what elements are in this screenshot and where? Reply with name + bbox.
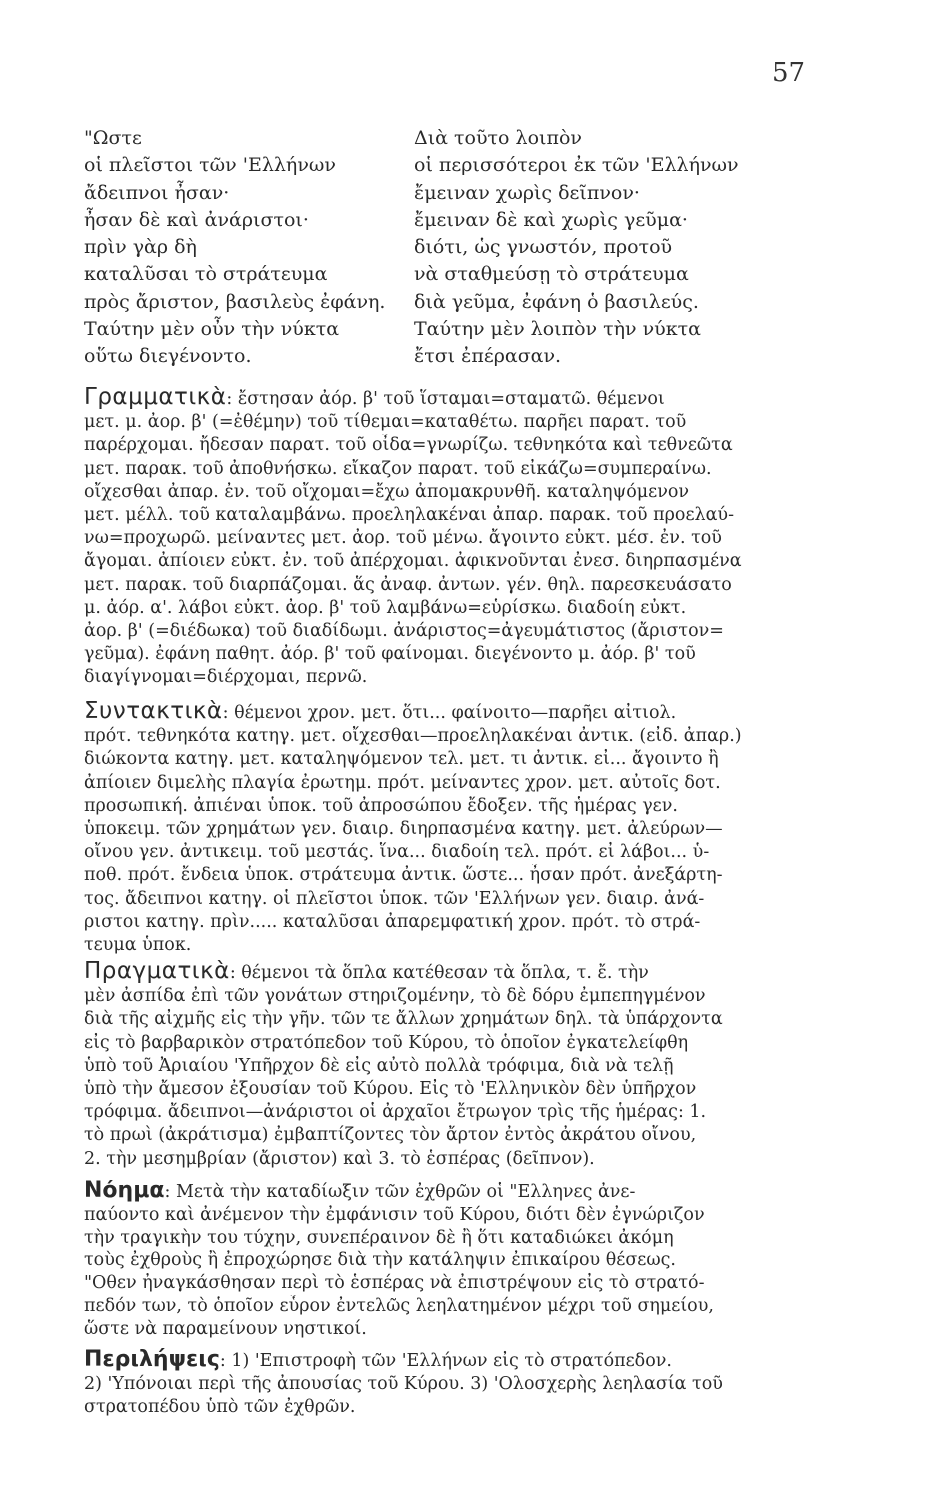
section-line: ὑποκειμ. τῶν χρημάτων γεν. διαιρ. διηρπασμένα κατηγ. μετ. ἀλεύρων—: [84, 819, 723, 840]
section-line: παύοντο καὶ ἀνέμενον τὴν ἐμφάνισιν τοῦ Κύρου, διότι δὲν ἐγνώριζον: [84, 1204, 705, 1225]
section-heading: Γραμματικὰ: [84, 386, 227, 410]
section-line: στρατοπέδου ὑπὸ τῶν ἐχθρῶν.: [84, 1397, 356, 1418]
section-text: : ἔστησαν ἀόρ. β' τοῦ ἵσταμαι=σταματῶ. θέμενοι: [226, 389, 665, 409]
ancient-line: ἦσαν δὲ καὶ ἀνάριστοι·: [84, 208, 309, 231]
section-heading: Πραγματικὰ: [84, 960, 230, 984]
section-line: μετ. μέλλ. τοῦ καταλαμβάνω. προεληλακέναι ἀπαρ. παρακ. τοῦ προελαύ-: [84, 505, 734, 526]
section-line: ριστοι κατηγ. πρὶν..... καταλῦσαι ἀπαρεμφατική χρον. πρότ. τὸ στρά-: [84, 911, 701, 932]
page-number: 57: [772, 58, 806, 88]
section-text: : Μετὰ τὴν καταδίωξιν τῶν ἐχθρῶν οἱ "Ελληνες ἀνε-: [164, 1182, 636, 1202]
translation-line: ἔτσι ἐπέρασαν.: [414, 345, 562, 368]
section-line: τοὺς ἐχθροὺς ἢ ἐπροχώρησε διὰ τὴν κατάληψιν ἐπικαίρου θέσεως.: [84, 1250, 676, 1271]
section-line: ὥστε νὰ παραμείνουν νηστικοί.: [84, 1318, 367, 1339]
ancient-line: οὕτω διεγένοντο.: [84, 345, 252, 368]
section-line: διαγίγνομαι=διέρχομαι, περνῶ.: [84, 667, 368, 688]
ancient-line: "Ωστε: [84, 127, 142, 149]
section-line: οἴνου γεν. ἀντικειμ. τοῦ μεστάς. ἵνα... διαδοίη τελ. πρότ. εἰ λάβοι... ὑ-: [84, 842, 710, 863]
section-line: εἰς τὸ βαρβαρικὸν στρατόπεδον τοῦ Κύρου, τὸ ὁποῖον ἐγκατελείφθη: [84, 1032, 689, 1053]
section-line: ποθ. πρότ. ἔνδεια ὑποκ. στράτευμα ἀντικ. ὥστε... ἦσαν πρότ. ἀνεξάρτη-: [84, 865, 723, 886]
section-line: τὴν τραγικὴν του τύχην, συνεπέραινον δὲ ἢ ὅτι καταδιώκει ἀκόμη: [84, 1227, 674, 1248]
section-line: διώκοντα κατηγ. μετ. καταληψόμενον τελ. μετ. τι ἀντικ. εἰ... ἄγοιντο ἢ: [84, 749, 719, 770]
translation-line: διότι, ὡς γνωστόν, προτοῦ: [414, 236, 673, 259]
ancient-line: ἄδειπνοι ἦσαν·: [84, 181, 230, 204]
section-text: : θέμενοι τὰ ὅπλα κατέθεσαν τὰ ὅπλα, τ. ἔ. τὴν: [229, 963, 649, 983]
section-line: μ. ἀόρ. α'. λάβοι εὐκτ. ἀορ. β' τοῦ λαμβάνω=εὑρίσκω. διαδοίη εὐκτ.: [84, 597, 687, 618]
section-line: ὑπὸ τοῦ Ἀριαίου 'Υπῆρχον δὲ εἰς αὐτὸ πολλὰ τρόφιμα, διὰ νὰ τελῇ: [84, 1055, 674, 1076]
section-line: [84, 386, 844, 411]
section-line: τρόφιμα. ἄδειπνοι—ἀνάριστοι οἱ ἀρχαῖοι ἔτρωγον τρὶς τῆς ἡμέρας: 1.: [84, 1102, 707, 1123]
section-text: : θέμενοι χρον. μετ. ὅτι... φαίνοιτο—παρῆει αἰτιολ.: [222, 703, 677, 723]
section-line: ἀορ. β' (=διέδωκα) τοῦ διαδίδωμι. ἀνάριστος=ἀγευμάτιστος (ἄριστον=: [84, 621, 724, 642]
syntax-notes-section: [84, 700, 844, 957]
section-line: μετ. παρακ. τοῦ ἀποθνήσκω. εἴκαζον παρατ. τοῦ εἰκάζω=συμπεραίνω.: [84, 458, 712, 479]
meaning-section: [84, 1180, 844, 1341]
section-line: τὸ πρωὶ (ἀκράτισμα) ἐμβαπτίζοντες τὸν ἄρτον ἐντὸς ἀκράτου οἴνου,: [84, 1125, 697, 1146]
section-line: ἄγομαι. ἀπίοιεν εὐκτ. ἐν. τοῦ ἀπέρχομαι. ἀφικνοῦνται ἐνεσ. διηρπασμένα: [84, 551, 742, 572]
ancient-line: Ταύτην μὲν οὖν τὴν νύκτα: [84, 318, 340, 341]
section-heading: Περιλήψεις: [84, 1348, 220, 1372]
section-heading: Συντακτικὰ: [84, 700, 223, 724]
section-heading: Νόημα: [84, 1180, 165, 1203]
section-line: μετ. παρακ. τοῦ διαρπάζομαι. ἅς ἀναφ. ἀντων. γέν. θηλ. παρεσκευάσατο: [84, 574, 732, 595]
section-line: τευμα ὑποκ.: [84, 935, 192, 956]
section-line: 2) 'Υπόνοιαι περὶ τῆς ἀπουσίας τοῦ Κύρου. 3) 'Ολοσχερὴς λεηλασία τοῦ: [84, 1374, 723, 1395]
ancient-line: πρὶν γὰρ δὴ: [84, 236, 197, 259]
summaries-section: [84, 1348, 844, 1420]
section-text: : 1) 'Επιστροφὴ τῶν 'Ελλήνων εἰς τὸ στρατόπεδον.: [219, 1351, 672, 1371]
section-line: μὲν ἀσπίδα ἐπὶ τῶν γονάτων στηριζομένην, τὸ δὲ δόρυ ἐμπεπηγμένον: [84, 986, 706, 1007]
grammar-notes-section: [84, 386, 844, 690]
section-line: παρέρχομαι. ἤδεσαν παρατ. τοῦ οἶδα=γνωρίζω. τεθνηκότα καὶ τεθνεῶτα: [84, 435, 733, 456]
section-line: [84, 1180, 844, 1204]
section-line: νω=προχωρῶ. μείναντες μετ. ἀορ. τοῦ μένω. ἄγοιντο εὐκτ. μέσ. ἐν. τοῦ: [84, 528, 722, 549]
translation-line: νὰ σταθμεύσῃ τὸ στράτευμα: [414, 263, 689, 286]
ancient-text-column: [84, 125, 404, 371]
translation-line: ἔμειναν δὲ καὶ χωρὶς γεῦμα·: [414, 208, 688, 231]
translation-line: οἱ περισσότεροι ἐκ τῶν 'Ελλήνων: [414, 154, 739, 177]
section-line: τος. ἄδειπνοι κατηγ. οἱ πλεῖστοι ὑποκ. τῶν 'Ελλήνων γεν. διαιρ. ἀνά-: [84, 888, 705, 909]
section-line: ἀπίοιεν διμελὴς πλαγία ἐρωτημ. πρότ. μείναντες χρον. μετ. αὐτοῖς δοτ.: [84, 772, 721, 793]
factual-notes-section: [84, 960, 844, 1171]
section-line: [84, 960, 844, 985]
translation-line: ἔμειναν χωρὶς δεῖπνον·: [414, 181, 640, 204]
section-line: 2. τὴν μεσημβρίαν (ἄριστον) καὶ 3. τὸ ἑσπέρας (δεῖπνον).: [84, 1148, 595, 1169]
ancient-line: οἱ πλεῖστοι τῶν 'Ελλήνων: [84, 154, 336, 177]
translation-line: Ταύτην μὲν λοιπὸν τὴν νύκτα: [414, 318, 701, 341]
translation-column: [414, 125, 834, 371]
section-line: "Οθεν ἠναγκάσθησαν περὶ τὸ ἑσπέρας νὰ ἐπιστρέψουν εἰς τὸ στρατό-: [84, 1273, 705, 1294]
section-line: γεῦμα). ἐφάνη παθητ. ἀόρ. β' τοῦ φαίνομαι. διεγένοντο μ. ἀόρ. β' τοῦ: [84, 644, 696, 665]
ancient-line: καταλῦσαι τὸ στράτευμα: [84, 263, 328, 286]
section-line: οἴχεσθαι ἀπαρ. ἐν. τοῦ οἴχομαι=ἔχω ἀπομακρυνθῆ. καταληψόμενον: [84, 481, 690, 502]
translation-line: Διὰ τοῦτο λοιπὸν: [414, 127, 582, 149]
section-line: διὰ τῆς αἰχμῆς εἰς τὴν γῆν. τῶν τε ἄλλων χρημάτων δηλ. τὰ ὑπάρχοντα: [84, 1009, 723, 1030]
section-line: πρότ. τεθνηκότα κατηγ. μετ. οἴχεσθαι—προεληλακέναι ἀντικ. (εἰδ. ἀπαρ.): [84, 726, 742, 747]
section-line: ὑπὸ τὴν ἄμεσον ἐξουσίαν τοῦ Κύρου. Εἰς τὸ 'Ελληνικὸν δὲν ὑπῆρχον: [84, 1079, 697, 1100]
section-line: μετ. μ. ἀορ. β' (=ἐθέμην) τοῦ τίθεμαι=καταθέτω. παρῆει παρατ. τοῦ: [84, 412, 687, 433]
ancient-line: πρὸς ἄριστον, βασιλεὺς ἐφάνη.: [84, 290, 386, 313]
translation-line: διὰ γεῦμα, ἐφάνη ὁ βασιλεύς.: [414, 290, 699, 313]
section-line: πεδόν των, τὸ ὁποῖον εὗρον ἐντελῶς λεηλατημένον μέχρι τοῦ σημείου,: [84, 1295, 714, 1316]
section-line: [84, 700, 844, 725]
section-line: προσωπική. ἀπιέναι ὑποκ. τοῦ ἀπροσώπου ἔδοξεν. τῆς ἡμέρας γεν.: [84, 795, 678, 816]
section-line: [84, 1348, 844, 1373]
